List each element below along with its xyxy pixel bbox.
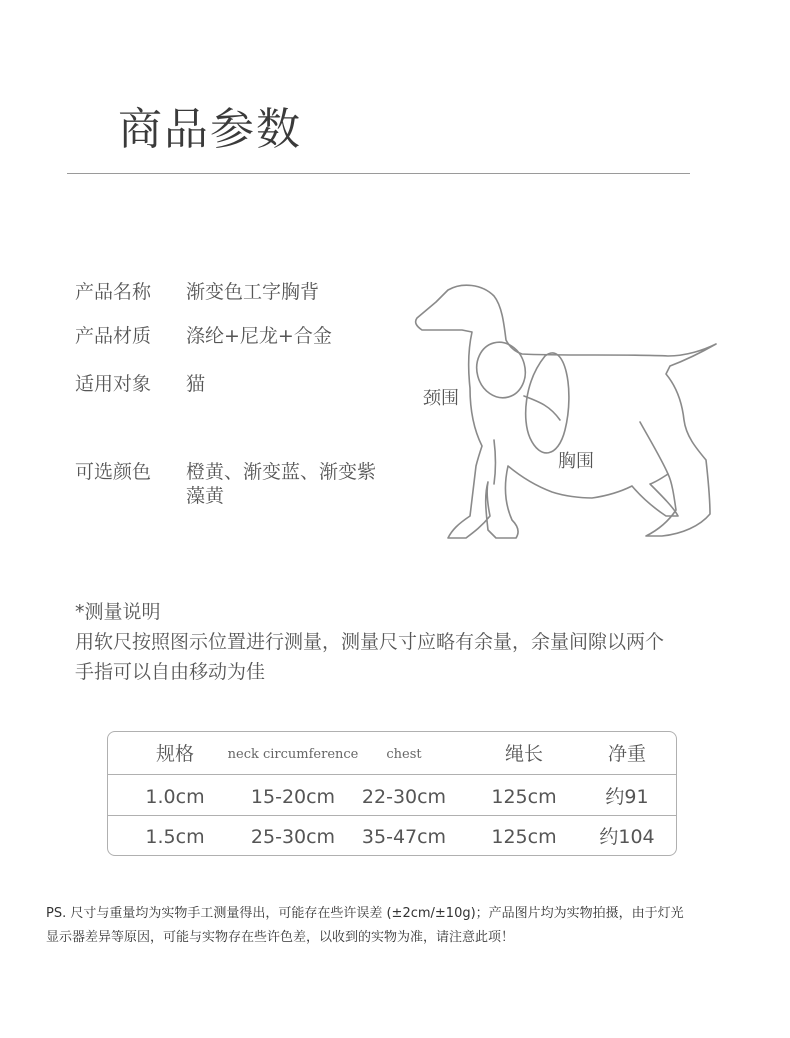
dog-leg-line [640, 422, 668, 474]
table-header-cell: neck circumference [227, 747, 359, 762]
table-cell: 22-30cm [361, 786, 447, 808]
spec-value: 渐变色工字胸背 [186, 281, 320, 303]
dog-outline [416, 285, 716, 538]
table-cell: 15-20cm [250, 786, 336, 808]
table-cell: 约91 [605, 786, 649, 808]
measure-note-line: 用软尺按照图示位置进行测量，测量尺寸应略有余量，余量间隙以两个 [75, 631, 665, 653]
table-cell: 25-30cm [250, 826, 336, 848]
table-header-row [108, 734, 676, 775]
table-row [108, 777, 676, 818]
spec-value: 涤纶+尼龙+合金 [186, 325, 332, 347]
neck-strap [471, 337, 532, 404]
table-header-cell: 规格 [155, 743, 194, 765]
spec-value: 猫 [186, 373, 206, 395]
spec-label: 产品名称 [75, 281, 152, 303]
page-title: 商品参数 [118, 104, 302, 155]
spec-value [186, 460, 376, 508]
spec-value-line: 藻黄 [186, 485, 225, 507]
spec-label: 可选颜色 [75, 461, 152, 483]
table-header-cell: 绳长 [504, 743, 543, 765]
table-cell: 1.5cm [145, 826, 205, 848]
table-divider [108, 815, 676, 816]
measure-note-title: *测量说明 [75, 601, 161, 623]
spec-label: 适用对象 [75, 373, 152, 395]
table-cell: 125cm [491, 786, 557, 808]
dog-measurement-diagram [400, 270, 740, 560]
table-row [108, 817, 676, 858]
title-divider [67, 173, 690, 174]
chest-strap-inner [524, 396, 560, 420]
spec-value-line: 橙黄、渐变蓝、渐变紫 [186, 461, 377, 483]
chest-label: 胸围 [558, 451, 594, 472]
dog-leg-line [494, 440, 496, 484]
table-divider [108, 774, 676, 775]
table-cell: 约104 [599, 826, 655, 848]
ps-note-line: 显示器差异等原因，可能与实物存在些许色差，以收到的实物为准，请注意此项！ [46, 930, 515, 945]
measure-note-line: 手指可以自由移动为佳 [75, 661, 266, 683]
table-header-cell: 净重 [607, 743, 646, 765]
size-table [107, 731, 677, 856]
spec-label: 产品材质 [75, 325, 152, 347]
neck-label: 颈围 [423, 388, 459, 409]
chest-strap [526, 353, 569, 453]
table-header-cell: chest [386, 747, 422, 762]
table-cell: 35-47cm [361, 826, 447, 848]
ps-note-line: PS. 尺寸与重量均为实物手工测量得出，可能存在些许误差 (±2cm/±10g)；产品图片均为实物拍摄，由于灯光 [46, 906, 684, 921]
table-cell: 125cm [491, 826, 557, 848]
table-cell: 1.0cm [145, 786, 205, 808]
